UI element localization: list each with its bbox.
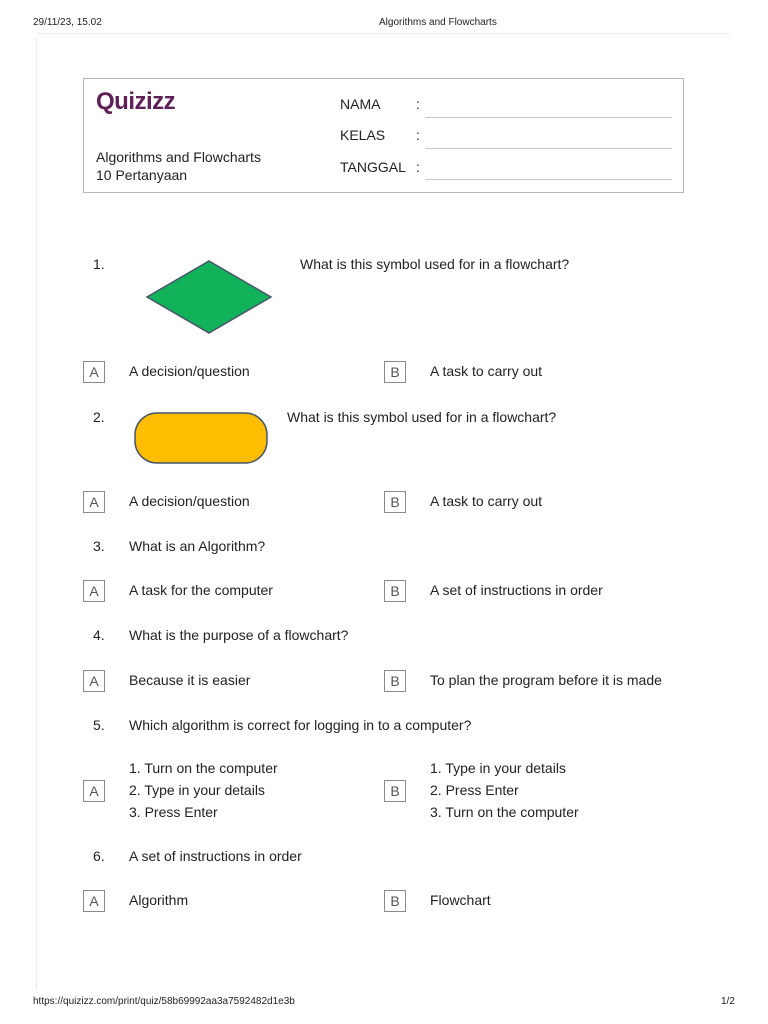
option-letter-box[interactable]: A xyxy=(83,580,105,602)
option-step: 2. Press Enter xyxy=(430,782,519,798)
rounded-terminator-symbol xyxy=(133,411,269,465)
option-step: 3. Press Enter xyxy=(129,804,218,820)
option-letter-box[interactable]: A xyxy=(83,670,105,692)
option-text: A task for the computer xyxy=(129,582,273,598)
page-left-border xyxy=(36,38,37,990)
page-number: 1/2 xyxy=(721,996,735,1007)
option-letter-box[interactable]: A xyxy=(83,491,105,513)
field-colon: : xyxy=(416,127,420,143)
tanggal-input-line xyxy=(425,179,672,180)
option-letter-box[interactable]: B xyxy=(384,670,406,692)
option-text: A task to carry out xyxy=(430,493,543,509)
field-colon: : xyxy=(416,159,420,175)
page-top-border xyxy=(36,33,730,34)
question-count: 10 Pertanyaan xyxy=(96,167,188,183)
option-text: A set of instructions in order xyxy=(430,582,603,598)
print-url: https://quizizz.com/print/quiz/58b69992aa3a7592482d1e3b xyxy=(33,996,295,1007)
option-text: A task to carry out xyxy=(430,363,543,379)
question-text: What is this symbol used for in a flowchart? xyxy=(287,409,557,425)
option-letter-box[interactable]: B xyxy=(384,491,406,513)
option-text: To plan the program before it is made xyxy=(430,672,662,688)
option-text: Flowchart xyxy=(430,892,491,908)
print-doc-title: Algorithms and Flowcharts xyxy=(379,17,497,28)
quiz-title: Algorithms and Flowcharts xyxy=(96,149,261,165)
question-number: 5. xyxy=(93,717,105,733)
question-text: What is an Algorithm? xyxy=(129,538,266,554)
option-step: 3. Turn on the computer xyxy=(430,804,579,820)
option-text: A decision/question xyxy=(129,493,250,509)
diamond-decision-symbol xyxy=(145,259,273,335)
option-letter-box[interactable]: A xyxy=(83,890,105,912)
option-letter-box[interactable]: B xyxy=(384,580,406,602)
question-number: 4. xyxy=(93,627,105,643)
option-step: 2. Type in your details xyxy=(129,782,265,798)
option-text: Because it is easier xyxy=(129,672,251,688)
option-text-multiline xyxy=(430,757,579,823)
question-text: Which algorithm is correct for logging in to a computer? xyxy=(129,717,472,733)
option-letter-box[interactable]: A xyxy=(83,780,105,802)
option-letter-box[interactable]: B xyxy=(384,890,406,912)
option-letter-box[interactable]: B xyxy=(384,780,406,802)
option-letter-box[interactable]: A xyxy=(83,361,105,383)
question-number: 6. xyxy=(93,848,105,864)
quizizz-logo: Quizizz xyxy=(96,88,176,115)
option-text: A decision/question xyxy=(129,363,250,379)
print-datetime: 29/11/23, 15.02 xyxy=(33,17,102,28)
kelas-input-line xyxy=(425,148,672,149)
option-step: 1. Type in your details xyxy=(430,760,566,776)
option-text-multiline xyxy=(129,757,278,823)
question-text: A set of instructions in order xyxy=(129,848,302,864)
nama-input-line xyxy=(425,117,672,118)
option-text: Algorithm xyxy=(129,892,189,908)
option-letter-box[interactable]: B xyxy=(384,361,406,383)
field-colon: : xyxy=(416,96,420,112)
question-number: 2. xyxy=(93,409,105,425)
question-text: What is the purpose of a flowchart? xyxy=(129,627,349,643)
field-label-nama: NAMA xyxy=(340,96,381,112)
option-step: 1. Turn on the computer xyxy=(129,760,278,776)
question-number: 3. xyxy=(93,538,105,554)
quiz-header-card xyxy=(83,78,684,193)
question-number: 1. xyxy=(93,256,105,272)
field-label-tanggal: TANGGAL xyxy=(340,159,406,175)
question-text: What is this symbol used for in a flowchart? xyxy=(300,256,570,272)
field-label-kelas: KELAS xyxy=(340,127,386,143)
